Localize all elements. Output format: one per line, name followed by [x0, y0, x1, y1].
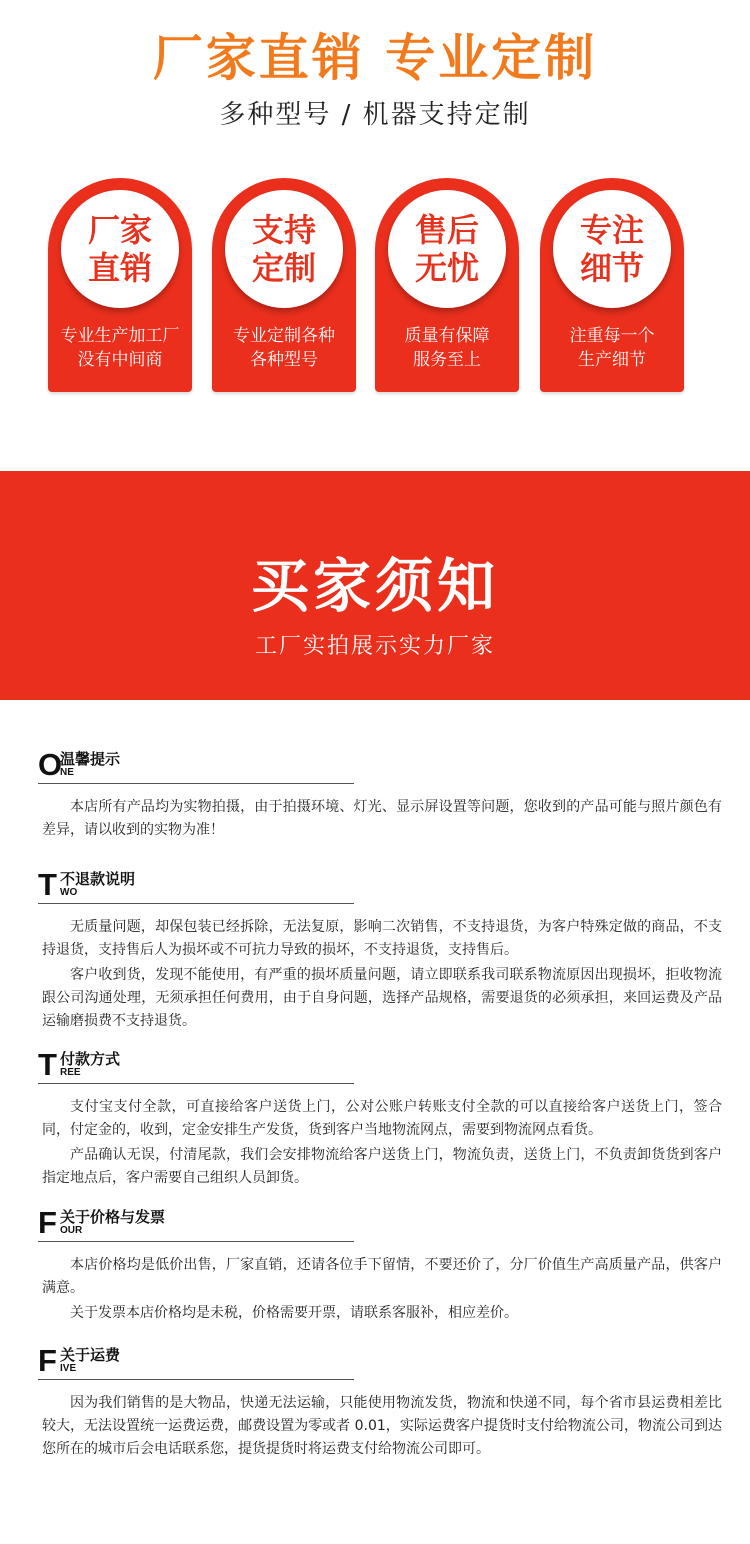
feature-card-desc-line: 专业生产加工厂 [60, 326, 180, 346]
section-header [38, 1205, 354, 1242]
section-paragraph: 因为我们销售的是大物品，快递无法运输，只能使用物流发货，物流和快递不同，每个省市县运费相差比较大，无法设置统一运费运费，邮费设置为零或者 0.01，实际运费客户提货时支付给物流公司，物流公司到达您所在的城市后会电话联系您，提货提货时将运费支付给物流公司即可。 [42, 1395, 722, 1457]
feature-card-title: 支持 定制 [251, 211, 316, 287]
section-title: 温馨提示 [60, 750, 121, 768]
section-number-initial: O [38, 747, 63, 782]
section-header [38, 747, 354, 784]
section-number-initial: F [38, 1205, 57, 1240]
feature-card-after-sales [375, 178, 519, 392]
feature-card-desc [540, 324, 684, 372]
section-title: 关于价格与发票 [60, 1208, 166, 1226]
feature-cards [48, 178, 688, 392]
feature-card-desc-line: 生产细节 [578, 350, 646, 370]
banner-title: 买家须知 [250, 552, 499, 620]
section-title: 关于运费 [60, 1346, 121, 1364]
feature-card-details [540, 178, 684, 392]
section-paragraph: 本店所有产品均为实物拍摄，由于拍摄环境、灯光、显示屏设置等问题，您收到的产品可能与照片颜色有差异，请以收到的实物为准！ [42, 799, 722, 838]
feature-card-badge [225, 190, 343, 308]
section-body [38, 1380, 722, 1461]
section-title: 付款方式 [60, 1050, 121, 1068]
feature-card-desc [375, 324, 519, 372]
section-header [38, 1047, 354, 1084]
section-number-rest: REE [60, 1067, 81, 1078]
feature-card-desc [48, 324, 192, 372]
section-body [38, 784, 722, 842]
buyer-notice-banner [0, 471, 750, 700]
section-number-initial: T [38, 1047, 57, 1082]
notice-section-tips [38, 747, 722, 842]
section-number-rest: IVE [60, 1363, 77, 1374]
section-paragraph: 产品确认无误，付清尾款，我们会安排物流给客户送货上门，物流负责，送货上门，不负责卸货货到客户指定地点后，客户需要自己组织人员卸货。 [42, 1147, 722, 1186]
section-header [38, 1343, 354, 1380]
subheadline: 多种型号 / 机器支持定制 [219, 100, 531, 130]
section-body [38, 1084, 722, 1190]
feature-card-title: 专注 细节 [579, 211, 644, 287]
notice-section-shipping [38, 1343, 722, 1461]
feature-card-badge [388, 190, 506, 308]
feature-card-badge [61, 190, 179, 308]
section-paragraph: 支付宝支付全款，可直接给客户送货上门，公对公账户转账支付全款的可以直接给客户送货上门，签合同，付定金的，收到，定金安排生产发货，货到客户当地物流网点，需要到物流网点看货。 [42, 1099, 722, 1138]
feature-card-desc-line: 专业定制各种 [233, 326, 335, 346]
section-number-rest: NE [60, 767, 74, 778]
feature-card-customization [212, 178, 356, 392]
section-paragraph: 本店价格均是低价出售，厂家直销，还请各位手下留情，不要还价了，分厂价值生产高质量产品，供客户满意。 [42, 1257, 722, 1296]
section-paragraph: 无质量问题，却保包装已经拆除，无法复原，影响二次销售，不支持退货，为客户特殊定做的商品，不支持退货，支持售后人为损坏或不可抗力导致的损坏，不支持退货，支持售后。 [42, 919, 722, 958]
section-number-rest: OUR [60, 1225, 83, 1236]
section-number-initial: F [38, 1343, 57, 1378]
feature-card-desc-line: 没有中间商 [77, 350, 163, 370]
section-paragraph: 关于发票本店价格均是未税，价格需要开票，请联系客服补，相应差价。 [70, 1305, 518, 1321]
notice-section-price-invoice [38, 1205, 722, 1325]
feature-card-factory-direct [48, 178, 192, 392]
section-header [38, 867, 354, 904]
section-paragraph: 客户收到货，发现不能使用，有严重的损坏质量问题，请立即联系我司联系物流原因出现损坏，拒收物流跟公司沟通处理，无须承担任何费用，由于自身问题，选择产品规格，需要退货的必须承担，来回运费及产品运输磨损费不支持退货。 [42, 967, 722, 1029]
section-number-rest: WO [60, 887, 78, 898]
feature-card-badge [553, 190, 671, 308]
feature-card-desc-line: 质量有保障 [404, 326, 490, 346]
feature-card-desc-line: 注重每一个 [569, 326, 655, 346]
banner-subtitle: 工厂实拍展示实力厂家 [254, 634, 495, 659]
section-body [38, 904, 722, 1033]
section-number-initial: T [38, 867, 57, 902]
notice-section-no-refund [38, 867, 722, 1033]
section-body [38, 1242, 722, 1325]
section-title: 不退款说明 [60, 870, 136, 888]
notice-section-payment [38, 1047, 722, 1190]
feature-card-desc-line: 服务至上 [413, 350, 481, 370]
feature-card-desc-line: 各种型号 [250, 350, 318, 370]
feature-card-desc [212, 324, 356, 372]
feature-card-title: 售后 无忧 [414, 211, 479, 287]
headline: 厂家直销 专业定制 [152, 29, 598, 87]
feature-card-title: 厂家 直销 [87, 211, 152, 287]
